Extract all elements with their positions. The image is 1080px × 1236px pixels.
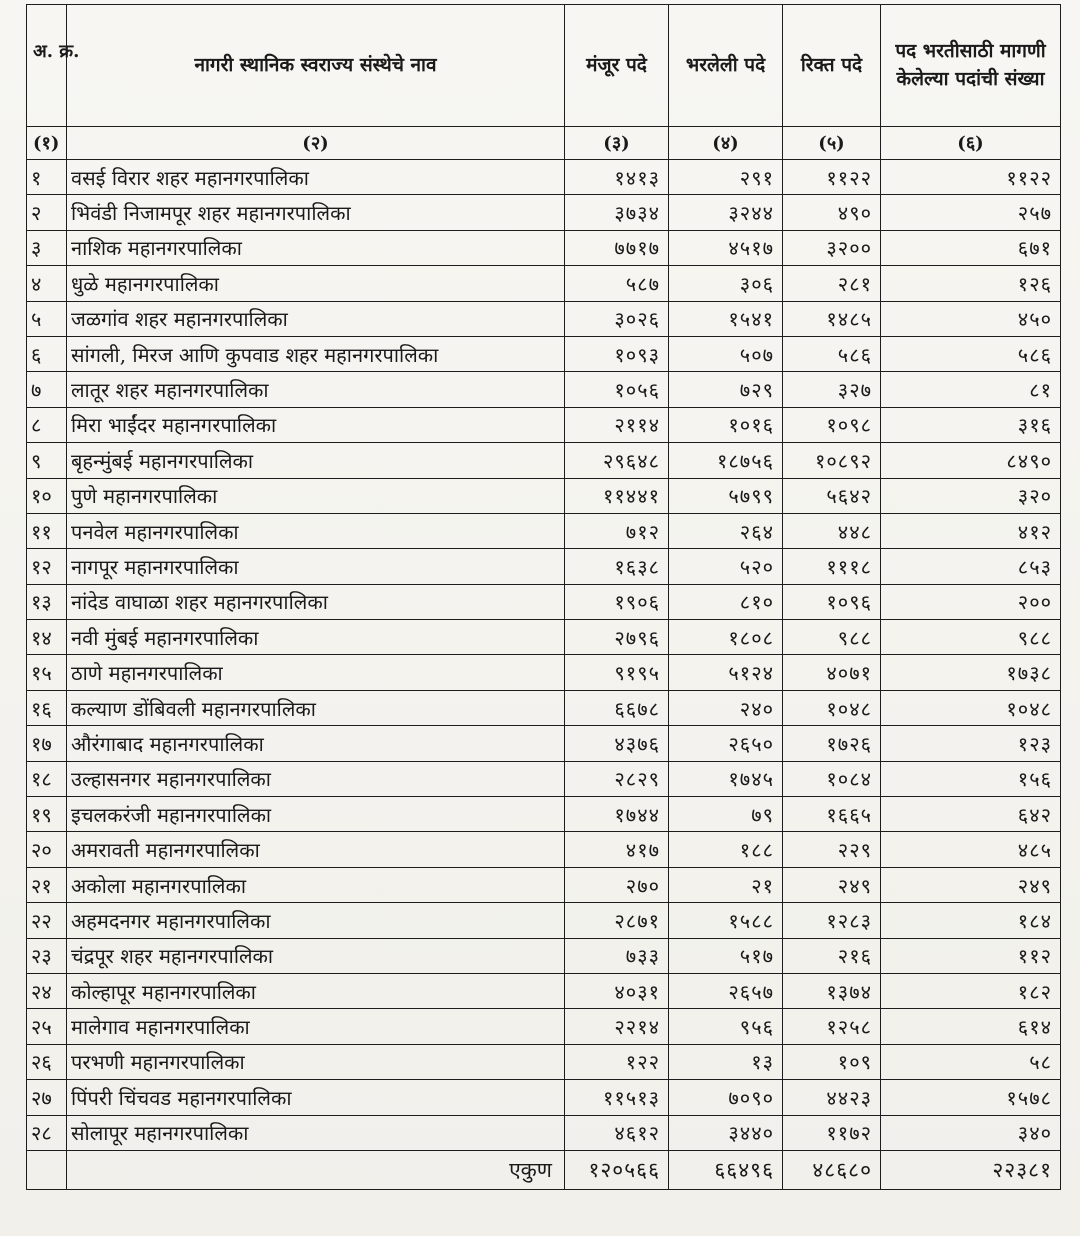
table-body — [27, 160, 1061, 1151]
row-demanded: २०० — [881, 584, 1061, 619]
row-name: औरंगाबाद महानगरपालिका — [67, 726, 565, 761]
row-filled: ९५६ — [669, 1009, 783, 1044]
row-filled: ३२४४ — [669, 195, 783, 230]
row-filled: १०१६ — [669, 407, 783, 442]
row-sanctioned: २११४ — [565, 407, 669, 442]
row-vacant: ५८६ — [783, 336, 881, 371]
table-row — [27, 867, 1061, 902]
row-sr: १ — [27, 160, 67, 195]
row-sanctioned: १६३८ — [565, 549, 669, 584]
vacancy-table — [26, 4, 1061, 1190]
row-sr: १२ — [27, 549, 67, 584]
total-demanded: २२३८१ — [881, 1150, 1061, 1189]
row-filled: २६४ — [669, 513, 783, 548]
row-filled: २९१ — [669, 160, 783, 195]
row-vacant: १०९६ — [783, 584, 881, 619]
row-name: ठाणे महानगरपालिका — [67, 655, 565, 690]
row-vacant: ४४८ — [783, 513, 881, 548]
row-filled: ३०६ — [669, 266, 783, 301]
table-row — [27, 761, 1061, 796]
row-demanded: ४१२ — [881, 513, 1061, 548]
row-filled: २१ — [669, 867, 783, 902]
row-sr: ३ — [27, 230, 67, 265]
table-row — [27, 478, 1061, 513]
row-name: बृहन्मुंबई महानगरपालिका — [67, 443, 565, 478]
header-sanctioned: मंजूर पदे — [565, 5, 669, 127]
row-sr: २८ — [27, 1115, 67, 1150]
table-row — [27, 938, 1061, 973]
row-sanctioned: १९०६ — [565, 584, 669, 619]
row-name: कल्याण डोंबिवली महानगरपालिका — [67, 690, 565, 725]
row-demanded: १५६ — [881, 761, 1061, 796]
row-vacant: १०८४ — [783, 761, 881, 796]
row-name: अहमदनगर महानगरपालिका — [67, 903, 565, 938]
row-demanded: ६४२ — [881, 797, 1061, 832]
row-demanded: ८५३ — [881, 549, 1061, 584]
row-filled: ७२९ — [669, 372, 783, 407]
row-sanctioned: ११४४१ — [565, 478, 669, 513]
row-name: उल्हासनगर महानगरपालिका — [67, 761, 565, 796]
column-number: (१) — [27, 127, 67, 160]
row-vacant: ९८८ — [783, 620, 881, 655]
row-name: भिवंडी निजामपूर शहर महानगरपालिका — [67, 195, 565, 230]
row-demanded: १८२ — [881, 973, 1061, 1008]
row-sanctioned: २७० — [565, 867, 669, 902]
header-row — [27, 5, 1061, 127]
row-vacant: १४८५ — [783, 301, 881, 336]
row-sanctioned: २७९६ — [565, 620, 669, 655]
column-number-row — [27, 127, 1061, 160]
row-sanctioned: ४३७६ — [565, 726, 669, 761]
row-filled: १३ — [669, 1044, 783, 1079]
header-vacant: रिक्त पदे — [783, 5, 881, 127]
row-vacant: २८१ — [783, 266, 881, 301]
table-row — [27, 690, 1061, 725]
row-demanded: २५७ — [881, 195, 1061, 230]
row-sanctioned: १०५६ — [565, 372, 669, 407]
row-vacant: ४९० — [783, 195, 881, 230]
column-number: (४) — [669, 127, 783, 160]
row-sanctioned: ९१९५ — [565, 655, 669, 690]
row-sr: १४ — [27, 620, 67, 655]
row-sanctioned: ५८७ — [565, 266, 669, 301]
row-filled: १५८८ — [669, 903, 783, 938]
row-demanded: ३२० — [881, 478, 1061, 513]
table-row — [27, 584, 1061, 619]
row-sr: ११ — [27, 513, 67, 548]
table-row — [27, 620, 1061, 655]
row-sr: १८ — [27, 761, 67, 796]
row-filled: ८१० — [669, 584, 783, 619]
row-vacant: १७२६ — [783, 726, 881, 761]
row-sr: २२ — [27, 903, 67, 938]
row-vacant: २१६ — [783, 938, 881, 973]
table-row — [27, 336, 1061, 371]
row-demanded: १२३ — [881, 726, 1061, 761]
row-sanctioned: ४१७ — [565, 832, 669, 867]
row-name: पिंपरी चिंचवड महानगरपालिका — [67, 1080, 565, 1115]
row-filled: ४५१७ — [669, 230, 783, 265]
row-sr: ७ — [27, 372, 67, 407]
row-name: लातूर शहर महानगरपालिका — [67, 372, 565, 407]
row-vacant: १०९८ — [783, 407, 881, 442]
table-row — [27, 797, 1061, 832]
row-demanded: १८४ — [881, 903, 1061, 938]
table-row — [27, 195, 1061, 230]
row-demanded: १५७८ — [881, 1080, 1061, 1115]
row-filled: ५२० — [669, 549, 783, 584]
row-name: चंद्रपूर शहर महानगरपालिका — [67, 938, 565, 973]
row-name: पुणे महानगरपालिका — [67, 478, 565, 513]
row-name: नागपूर महानगरपालिका — [67, 549, 565, 584]
table-row — [27, 1115, 1061, 1150]
row-sr: २ — [27, 195, 67, 230]
row-name: परभणी महानगरपालिका — [67, 1044, 565, 1079]
row-vacant: ११७२ — [783, 1115, 881, 1150]
row-sr: ४ — [27, 266, 67, 301]
row-name: पनवेल महानगरपालिका — [67, 513, 565, 548]
row-sanctioned: ३०२६ — [565, 301, 669, 336]
row-vacant: १६६५ — [783, 797, 881, 832]
row-sanctioned: ४६१२ — [565, 1115, 669, 1150]
row-name: मिरा भाईंदर महानगरपालिका — [67, 407, 565, 442]
row-name: नांदेड वाघाळा शहर महानगरपालिका — [67, 584, 565, 619]
row-filled: १५४१ — [669, 301, 783, 336]
row-sanctioned: १४१३ — [565, 160, 669, 195]
row-demanded: ३४० — [881, 1115, 1061, 1150]
row-sr: ८ — [27, 407, 67, 442]
row-sanctioned: १२२ — [565, 1044, 669, 1079]
row-sr: २४ — [27, 973, 67, 1008]
row-vacant: ५६४२ — [783, 478, 881, 513]
table-row — [27, 372, 1061, 407]
row-vacant: १०९ — [783, 1044, 881, 1079]
column-number: (२) — [67, 127, 565, 160]
header-name: नागरी स्थानिक स्वराज्य संस्थेचे नाव — [67, 5, 565, 127]
row-vacant: ११२२ — [783, 160, 881, 195]
row-sanctioned: २२१४ — [565, 1009, 669, 1044]
header-filled: भरलेली पदे — [669, 5, 783, 127]
table-row — [27, 549, 1061, 584]
row-filled: २६५७ — [669, 973, 783, 1008]
column-number: (३) — [565, 127, 669, 160]
header-demanded: पद भरतीसाठी मागणी केलेल्या पदांची संख्या — [881, 5, 1061, 127]
row-name: धुळे महानगरपालिका — [67, 266, 565, 301]
row-vacant: २२९ — [783, 832, 881, 867]
row-sr: १० — [27, 478, 67, 513]
row-sr: १९ — [27, 797, 67, 832]
table-row — [27, 1044, 1061, 1079]
row-sr: २३ — [27, 938, 67, 973]
row-name: सोलापूर महानगरपालिका — [67, 1115, 565, 1150]
row-demanded: १७३८ — [881, 655, 1061, 690]
row-sr: १५ — [27, 655, 67, 690]
row-sanctioned: ११५१३ — [565, 1080, 669, 1115]
row-sanctioned: २९६४८ — [565, 443, 669, 478]
table-row — [27, 266, 1061, 301]
row-demanded: ३१६ — [881, 407, 1061, 442]
row-filled: १८७५६ — [669, 443, 783, 478]
row-filled: ५१७ — [669, 938, 783, 973]
row-demanded: ४५० — [881, 301, 1061, 336]
row-vacant: १२८३ — [783, 903, 881, 938]
row-name: अमरावती महानगरपालिका — [67, 832, 565, 867]
row-sanctioned: ६६७८ — [565, 690, 669, 725]
row-vacant: १२५८ — [783, 1009, 881, 1044]
table-row — [27, 443, 1061, 478]
table-row — [27, 301, 1061, 336]
total-filled: ६६४९६ — [669, 1150, 783, 1189]
total-label: एकुण — [67, 1150, 565, 1189]
row-name: कोल्हापूर महानगरपालिका — [67, 973, 565, 1008]
row-filled: १८०८ — [669, 620, 783, 655]
row-vacant: १०४८ — [783, 690, 881, 725]
row-filled: २४० — [669, 690, 783, 725]
row-vacant: ४०७१ — [783, 655, 881, 690]
total-sr-cell — [27, 1150, 67, 1189]
row-vacant: १११८ — [783, 549, 881, 584]
row-filled: ५७९९ — [669, 478, 783, 513]
row-sr: १३ — [27, 584, 67, 619]
row-sr: २५ — [27, 1009, 67, 1044]
row-sr: १६ — [27, 690, 67, 725]
row-sr: २६ — [27, 1044, 67, 1079]
header-sr: अ. क्र. — [27, 5, 67, 127]
row-name: नवी मुंबई महानगरपालिका — [67, 620, 565, 655]
row-demanded: ५८ — [881, 1044, 1061, 1079]
row-filled: २६५० — [669, 726, 783, 761]
row-filled: ७९ — [669, 797, 783, 832]
row-name: अकोला महानगरपालिका — [67, 867, 565, 902]
row-name: मालेगाव महानगरपालिका — [67, 1009, 565, 1044]
table-row — [27, 832, 1061, 867]
row-filled: ७०९० — [669, 1080, 783, 1115]
row-sr: ६ — [27, 336, 67, 371]
row-sr: ९ — [27, 443, 67, 478]
row-filled: ५०७ — [669, 336, 783, 371]
row-sanctioned: ७७१७ — [565, 230, 669, 265]
row-sanctioned: ७१२ — [565, 513, 669, 548]
table-row — [27, 230, 1061, 265]
table-row — [27, 1009, 1061, 1044]
row-demanded: ५८६ — [881, 336, 1061, 371]
row-demanded: ९८८ — [881, 620, 1061, 655]
row-demanded: १२६ — [881, 266, 1061, 301]
row-filled: ५१२४ — [669, 655, 783, 690]
row-vacant: १०८९२ — [783, 443, 881, 478]
row-sanctioned: २८७१ — [565, 903, 669, 938]
row-sanctioned: ७३३ — [565, 938, 669, 973]
row-sr: २७ — [27, 1080, 67, 1115]
column-number: (५) — [783, 127, 881, 160]
row-filled: १७४५ — [669, 761, 783, 796]
row-demanded: ८४९० — [881, 443, 1061, 478]
row-demanded: ६१४ — [881, 1009, 1061, 1044]
row-sanctioned: १०९३ — [565, 336, 669, 371]
row-sanctioned: १७४४ — [565, 797, 669, 832]
total-vacant: ४८६८० — [783, 1150, 881, 1189]
row-sr: १७ — [27, 726, 67, 761]
table-row — [27, 903, 1061, 938]
column-number: (६) — [881, 127, 1061, 160]
row-vacant: ३२७ — [783, 372, 881, 407]
row-filled: १८८ — [669, 832, 783, 867]
row-demanded: ८१ — [881, 372, 1061, 407]
row-demanded: ४८५ — [881, 832, 1061, 867]
row-sr: २१ — [27, 867, 67, 902]
table-row — [27, 973, 1061, 1008]
table-row — [27, 160, 1061, 195]
table-row — [27, 726, 1061, 761]
table-row — [27, 655, 1061, 690]
total-sanctioned: १२०५६६ — [565, 1150, 669, 1189]
row-vacant: ४४२३ — [783, 1080, 881, 1115]
row-vacant: १३७४ — [783, 973, 881, 1008]
row-sr: ५ — [27, 301, 67, 336]
total-row — [27, 1150, 1061, 1189]
row-sanctioned: ४०३१ — [565, 973, 669, 1008]
row-name: इचलकरंजी महानगरपालिका — [67, 797, 565, 832]
table-row — [27, 1080, 1061, 1115]
row-sr: २० — [27, 832, 67, 867]
row-sanctioned: ३७३४ — [565, 195, 669, 230]
row-demanded: २४९ — [881, 867, 1061, 902]
row-demanded: ११२२ — [881, 160, 1061, 195]
row-vacant: २४९ — [783, 867, 881, 902]
row-name: वसई विरार शहर महानगरपालिका — [67, 160, 565, 195]
row-demanded: ११२ — [881, 938, 1061, 973]
row-name: जळगांव शहर महानगरपालिका — [67, 301, 565, 336]
table-row — [27, 407, 1061, 442]
row-demanded: १०४८ — [881, 690, 1061, 725]
row-demanded: ६७१ — [881, 230, 1061, 265]
row-vacant: ३२०० — [783, 230, 881, 265]
table-row — [27, 513, 1061, 548]
row-name: नाशिक महानगरपालिका — [67, 230, 565, 265]
row-name: सांगली, मिरज आणि कुपवाड शहर महानगरपालिका — [67, 336, 565, 371]
row-filled: ३४४० — [669, 1115, 783, 1150]
row-sanctioned: २८२९ — [565, 761, 669, 796]
